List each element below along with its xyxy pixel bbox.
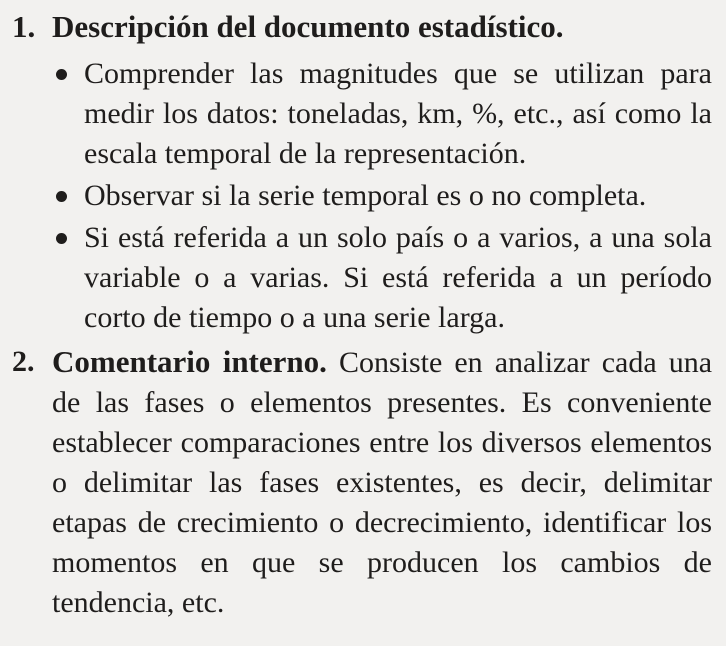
section-title: Comentario interno. (52, 344, 327, 379)
bullet-icon (52, 176, 84, 216)
section-paragraph (52, 342, 712, 623)
section-number: 1. (12, 9, 36, 44)
section-heading (12, 6, 712, 48)
section-title: Descripción del documento estadístico. (52, 9, 564, 44)
section-body-text: Consiste en analizar cada una de las fases o elementos presentes. Es conveniente establecer comparaciones entre los diversos elementos o delimitar las fases existentes, es decir, delimitar etapas de crecimiento o decrecimiento, identificar los momentos en que se producen los cambios de tendencia, etc. (52, 346, 713, 619)
section-description (12, 6, 712, 338)
bullet-icon (52, 54, 84, 94)
bullet-icon (52, 218, 84, 258)
bullet-list (52, 54, 712, 338)
bullet-text: Comprender las magnitudes que se utilizan para medir los datos: toneladas, km, %, etc., así como la escala temporal de la representación. (84, 57, 712, 170)
list-item (52, 54, 712, 174)
list-item (52, 218, 712, 338)
list-item (52, 176, 712, 216)
section-heading (12, 342, 712, 623)
bullet-text: Observar si la serie temporal es o no completa. (84, 179, 647, 212)
section-internal-commentary (12, 342, 712, 623)
bullet-text: Si está referida a un solo país o a varios, a una sola variable o a varias. Si está referida a un período corto de tiempo o a una serie larga. (84, 221, 712, 334)
section-number: 2. (12, 345, 35, 378)
